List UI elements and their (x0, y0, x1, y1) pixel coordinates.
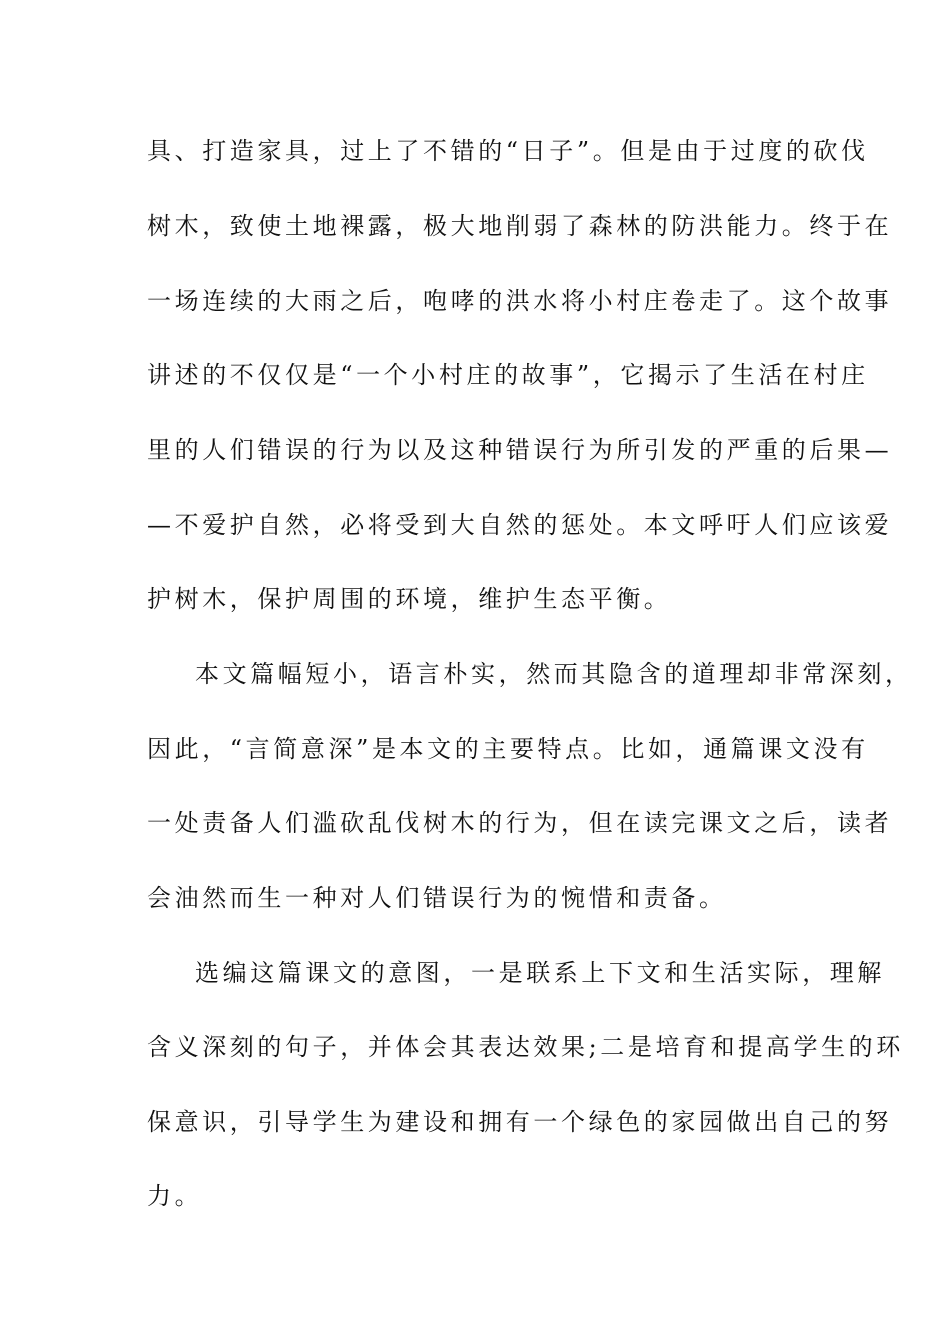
paragraph-first-line: 本文篇幅短小，语言朴实，然而其隐含的道理却非常深刻， (195, 660, 913, 688)
text-line: 树木，致使土地裸露，极大地削弱了森林的防洪能力。终于在 (147, 212, 893, 240)
text-line: —不爱护自然，必将受到大自然的惩处。本文呼吁人们应该爱 (147, 511, 893, 539)
text-line: 讲述的不仅仅是“一个小村庄的故事”，它揭示了生活在村庄 (147, 361, 869, 389)
text-line: 护树木，保护周围的环境，维护生态平衡。 (147, 585, 672, 613)
text-line: 一处责备人们滥砍乱伐树木的行为，但在读完课文之后，读者 (147, 809, 893, 837)
text-line: 里的人们错误的行为以及这种错误行为所引发的严重的后果— (147, 436, 893, 464)
text-line: 会油然而生一种对人们错误行为的惋惜和责备。 (147, 884, 727, 912)
paragraph-first-line: 选编这篇课文的意图，一是联系上下文和生活实际，理解 (195, 959, 885, 987)
text-line: 保意识，引导学生为建设和拥有一个绿色的家园做出自己的努 (147, 1108, 893, 1136)
text-line: 因此，“言简意深”是本文的主要特点。比如，通篇课文没有 (147, 735, 869, 763)
text-line: 力。 (147, 1182, 203, 1210)
text-line: 一场连续的大雨之后，咆哮的洪水将小村庄卷走了。这个故事 (147, 287, 893, 315)
text-line: 具、打造家具，过上了不错的“日子”。但是由于过度的砍伐 (147, 137, 869, 165)
text-line: 含义深刻的句子，并体会其表达效果;二是培育和提高学生的环 (147, 1033, 904, 1061)
